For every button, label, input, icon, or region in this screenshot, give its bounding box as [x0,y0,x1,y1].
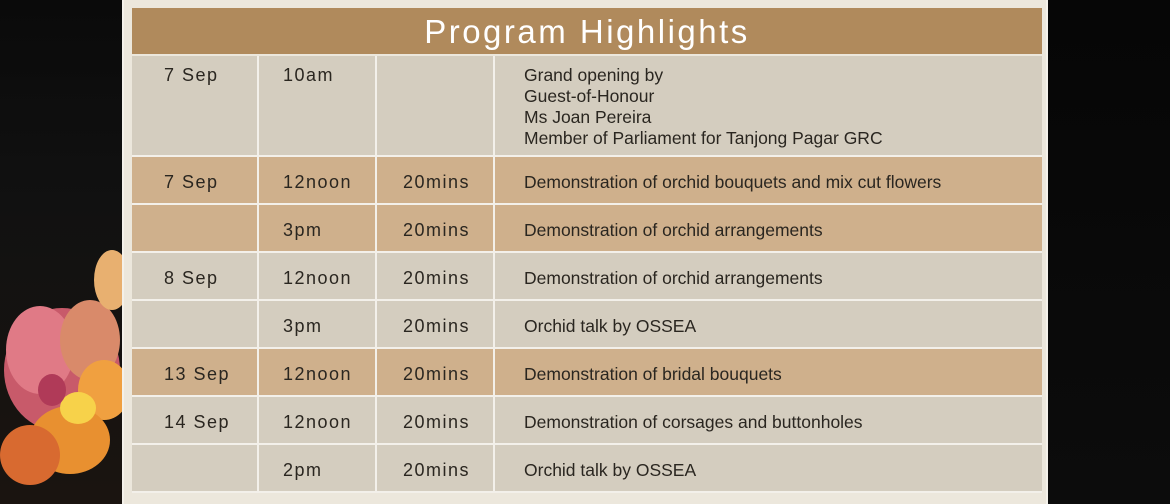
duration-cell: 20mins [377,253,495,299]
duration-cell: 20mins [377,157,495,203]
table-row [132,157,1042,205]
time-cell: 12noon [259,157,377,203]
duration-cell: 20mins [377,445,495,491]
description-line: Member of Parliament for Tanjong Pagar GRC [524,128,883,148]
table-row [132,397,1042,445]
date-cell: 14 Sep [132,397,259,443]
table-row [132,349,1042,397]
description-cell: Demonstration of orchid bouquets and mix cut flowers [524,172,942,192]
table-row [132,253,1042,301]
description-cell: Demonstration of orchid arrangements [524,220,823,240]
date-cell: 13 Sep [132,349,259,395]
date-cell: 8 Sep [132,253,259,299]
description-cell: Orchid talk by OSSEA [524,316,697,336]
time-cell: 2pm [259,445,377,491]
time-cell: 12noon [259,253,377,299]
date-cell [132,301,259,347]
orchid-flower-image [0,240,140,504]
program-panel [122,0,1048,504]
table-row [132,301,1042,349]
duration-cell [377,56,495,155]
time-cell: 12noon [259,397,377,443]
description-cell: Demonstration of bridal bouquets [524,364,782,384]
description-line: Guest-of-Honour [524,86,655,106]
description-cell: Demonstration of orchid arrangements [524,268,823,288]
description-cell: Orchid talk by OSSEA [524,460,697,480]
date-cell: 7 Sep [132,157,259,203]
time-cell: 3pm [259,301,377,347]
table-row [132,56,1042,157]
date-cell: 7 Sep [132,56,259,155]
description-line: Ms Joan Pereira [524,107,652,127]
description-cell [495,56,1042,155]
description-cell: Demonstration of corsages and buttonholes [524,412,863,432]
time-cell: 10am [259,56,377,155]
time-cell: 12noon [259,349,377,395]
time-cell: 3pm [259,205,377,251]
description-line: Grand opening by [524,65,664,85]
page-title: Program Highlights [132,8,1042,54]
table-row [132,205,1042,253]
background-right [1040,0,1170,504]
program-table [132,56,1042,493]
duration-cell: 20mins [377,205,495,251]
date-cell [132,205,259,251]
duration-cell: 20mins [377,397,495,443]
table-row [132,445,1042,493]
duration-cell: 20mins [377,301,495,347]
date-cell [132,445,259,491]
duration-cell: 20mins [377,349,495,395]
